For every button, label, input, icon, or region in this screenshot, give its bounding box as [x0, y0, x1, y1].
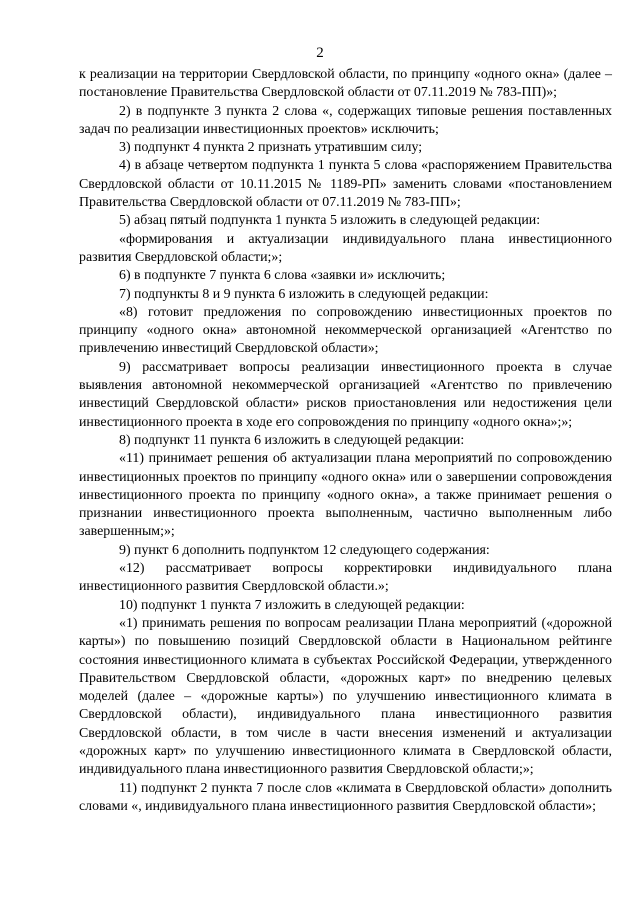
- paragraph-item-7-quote-8: «8) готовит предложения по сопровождению инвестиционных проектов по принципу «одного окна» автономной некоммерческой организацией «Агентство по привлечению инвестиций Свердловской области»;: [79, 304, 612, 357]
- paragraph-item-8-quote: «11) принимает решения об актуализации плана мероприятий по сопровождению инвестиционных проектов по принципу «одного окна» или о завершении сопровождения инвестиционного проекта по принципу «одного окна», а также принимает решения о признании инвестиционного проекта выполненным, частично выполненным либо завершенным;»;: [79, 451, 612, 540]
- paragraph-item-4: 4) в абзаце четвертом подпункта 1 пункта 5 слова «распоряжением Правительства Свердловской области от 10.11.2015 № 1189-РП» заменить словами «постановлением Правительства Свердловской области от 07.11.2019 № 783-ПП»;: [79, 158, 612, 211]
- paragraph-item-2: 2) в подпункте 3 пункта 2 слова «, содержащих типовые решения поставленных задач по реализации инвестиционных проектов» исключить;: [79, 103, 612, 137]
- paragraph-item-7: 7) подпункты 8 и 9 пункта 6 изложить в следующей редакции:: [119, 286, 489, 302]
- paragraph-item-9: 9) пункт 6 дополнить подпунктом 12 следующего содержания:: [119, 542, 490, 558]
- paragraph-item-8: 8) подпункт 11 пункта 6 изложить в следующей редакции:: [119, 432, 465, 448]
- paragraph-item-9-quote: «12) рассматривает вопросы корректировки индивидуального плана инвестиционного развития Свердловской области.»;: [79, 561, 612, 595]
- paragraph-item-5: 5) абзац пятый подпункта 1 пункта 5 изложить в следующей редакции:: [119, 213, 541, 229]
- paragraph-item-10-quote: «1) принимать решения по вопросам реализации Плана мероприятий («дорожной карты») по повышению позиций Свердловской области в Национальном рейтинге состояния инвестиционного климата в субъектах Российской Федерации, утвержденного Правительством Свердловской области, «дорожных карт» по внедрению целевых моделей (далее – «дорожные карты») по улучшению инвестиционного климата в Свердловской области), индивидуального плана инвестиционного развития Свердловской области, в том числе в части внесения изменений и актуализации «дорожных карт» по улучшению инвестиционного климата в Свердловской области, индивидуального плана инвестиционного развития Свердловской области;»;: [79, 615, 612, 778]
- paragraph-item-3: 3) подпункт 4 пункта 2 признать утратившим силу;: [119, 140, 423, 156]
- paragraph-item-7-quote-9: 9) рассматривает вопросы реализации инвестиционного проекта в случае выявления автономной некоммерческой организацией «Агентство по привлечению инвестиций Свердловской области» рисков приостановления или недостижения цели инвестиционного проекта в ходе его сопровождения по принципу «одного окна»;»;: [79, 359, 612, 430]
- paragraph-item-5-quote: «формирования и актуализации индивидуального плана инвестиционного развития Свердловской области;»;: [79, 231, 612, 265]
- paragraph-item-10: 10) подпункт 1 пункта 7 изложить в следующей редакции:: [119, 597, 465, 613]
- paragraph-item-11: 11) подпункт 2 пункта 7 после слов «климата в Свердловской области» дополнить словами «, индивидуального плана инвестиционного развития Свердловской области»;: [79, 780, 612, 814]
- paragraph-item-6: 6) в подпункте 7 пункта 6 слова «заявки и» исключить;: [119, 268, 446, 284]
- page-number: 2: [316, 45, 324, 61]
- paragraph-continuation: к реализации на территории Свердловской области, по принципу «одного окна» (далее – постановление Правительства Свердловской области от 07.11.2019 № 783-ПП)»;: [79, 67, 612, 101]
- document-body: [79, 66, 612, 816]
